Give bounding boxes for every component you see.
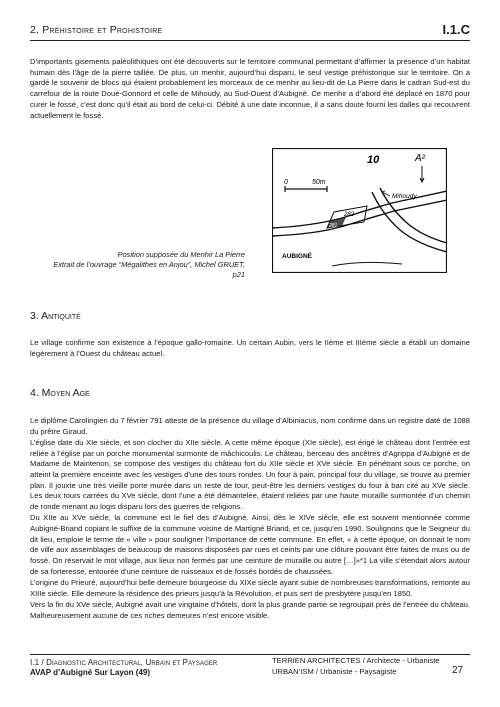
caption-line-3: p21	[232, 270, 245, 279]
figure-caption	[40, 250, 245, 280]
menhir-location-map	[272, 148, 447, 273]
map-label-zero: 0	[284, 179, 288, 186]
paragraph: D’importants gisements paléolithiques ont été découverts sur le territoire communal permettant d’affirmer la présence d’un habitat humain dès l’âge de la pierre taillée. De plus, un menhir, aujourd’hui disparu, le seul vestige préhistorique sur le territoire. On a gardé le souvenir de blocs qui étaient probablement les morceaux de ce menhir au lieu-dit de La Pierre dans le cadran Sud-est du carrefour de la route Doué-Gonnord et celle de Mihoudy, au Sud-Ouest d’Aubigné. Ce menhir a d’abord été déplacé en 1870 pour curer le fossé, c’est donc qu’il était au bord de celui-ci. Débité à une date inconnue, il a sans doute fourni les dalles qui recouvrent actuellement le fossé.	[30, 57, 470, 120]
footer-divider	[30, 654, 470, 655]
footer-urbanist: URBAN’ISM / Urbaniste - Paysagiste	[272, 667, 397, 676]
paragraph: Le village confirme son existence à l’époque gallo-romaine. Un certain Aubin, vers le IIème et IIIème siècle a établi un domaine légèrement à l’Ouest du château actuel.	[30, 338, 470, 358]
paragraph: Vers la fin du XVe siècle, Aubigné avait une vingtaine d’hôtels, dont la plus grande partie se regroupait près de l’entrée du château. Malheureusement aucune de ces riches demeures n’est encore visible.	[30, 599, 470, 620]
moyen-age-text	[30, 416, 470, 622]
paragraph: L’église date du XIe siècle, et son clocher du XIIe siècle. A cette même époque (XIe siècle), est érigé le château dont l’entrée est reliée à l’église par un porche monumental surmonté de mâchicoulis. Le château, berceau des ancêtres d’Agrippa d’Aubigné et de Madame de Maintenon, se compose des vestiges du château fort du XIIe siècle et XVe siècle. En pénétrant sous ce porche, on atteint la première enceinte avec les vestiges d’une des tours rondes. Un four à pain, principal four du village, se trouve au premier plan. Il jouxte une très vieille porte murée dans un reste de tour, peut-être les derniers vestiges du four à ban cité au XVe siècle. Les deux tours carrées du XVe siècle, dont l’une a été démantelée, étaient reliées par une haute muraille surmontée d’un chemin de ronde menant au logis disparu lors des guerres de religions.	[30, 437, 470, 512]
map-label-aubigne: AUBIGNÉ	[282, 253, 312, 260]
prehistoire-text	[30, 57, 470, 122]
section-title: 2. Préhistoire et Prohistoire	[30, 24, 163, 36]
paragraph: Le diplôme Carolingien du 7 février 791 atteste de la présence du village d’Albiniacus, nom confirmé dans un registre daté de 1088 du prêtre Giraud.	[30, 416, 470, 436]
map-label-mihoudy: Mihoudy	[392, 193, 417, 200]
map-label-281: 281	[329, 223, 338, 229]
map-label-scale: 50m	[312, 179, 326, 186]
page-number: 27	[452, 665, 464, 676]
map-label-10: 10	[367, 154, 380, 166]
footer-project-name: AVAP d’Aubigné Sur Layon (49)	[30, 668, 151, 677]
footer-architect: TERRIEN ARCHITECTES / Architecte - Urbaniste	[272, 656, 440, 665]
paragraph: L’origine du Prieuré, aujourd’hui belle demeure bourgeoise du XIXe siècle ayant subie de nombreuses transformations, remonte au XIIIe siècle. Elle demeure la résidence des prieurs jusqu’à la Révolution, et puis sert de presbytère jusqu’en 1850.	[30, 578, 470, 598]
section-heading-antiquite: 3. Antiquité	[30, 310, 81, 322]
caption-line-1: Position supposée du Menhir La Pierre	[117, 250, 245, 259]
map-label-a2: A²	[415, 153, 425, 164]
caption-line-2: Extrait de l’ouvrage “Mégalithes en Anjou”, Michel GRUET,	[53, 260, 245, 269]
document-code: I.1.C	[442, 22, 470, 37]
antiquite-text	[30, 338, 470, 360]
page-header	[30, 22, 470, 41]
map-label-282: 282	[344, 212, 355, 218]
section-heading-moyen-age: 4. Moyen Age	[30, 387, 90, 399]
paragraph: Du XIIe au XVe siècle, la commune est le fief des d’Aubigné. Ainsi, dès le XIVe siècle, elle est souvent mentionnée comme Aubigné-Briand copiant le suffixe de la commune voisine de Martigné Briand, et ce, jusqu’en 1990. Soulignons que le Seigneur du dit lieu, emploie le terme de « ville » pour souligner l’importance de cette commune. En effet, « à cette époque, on donnait le nom de ville aux assemblages de beaucoup de maisons disposées par rues et ceints par une clôture pouvant être faites de murs ou de fossé. On réservait le mot village, aux lieux non fermés par une ceinture de muraille ou autre […]»*1 La ville s’étendait alors autour de sa forteresse, entourée d’une ceinture de ruisseaux et de fossés bordés de chaussées.	[30, 513, 470, 576]
footer-document-title: I.1 / Diagnostic Architectural, Urbain et Paysager	[30, 658, 218, 667]
